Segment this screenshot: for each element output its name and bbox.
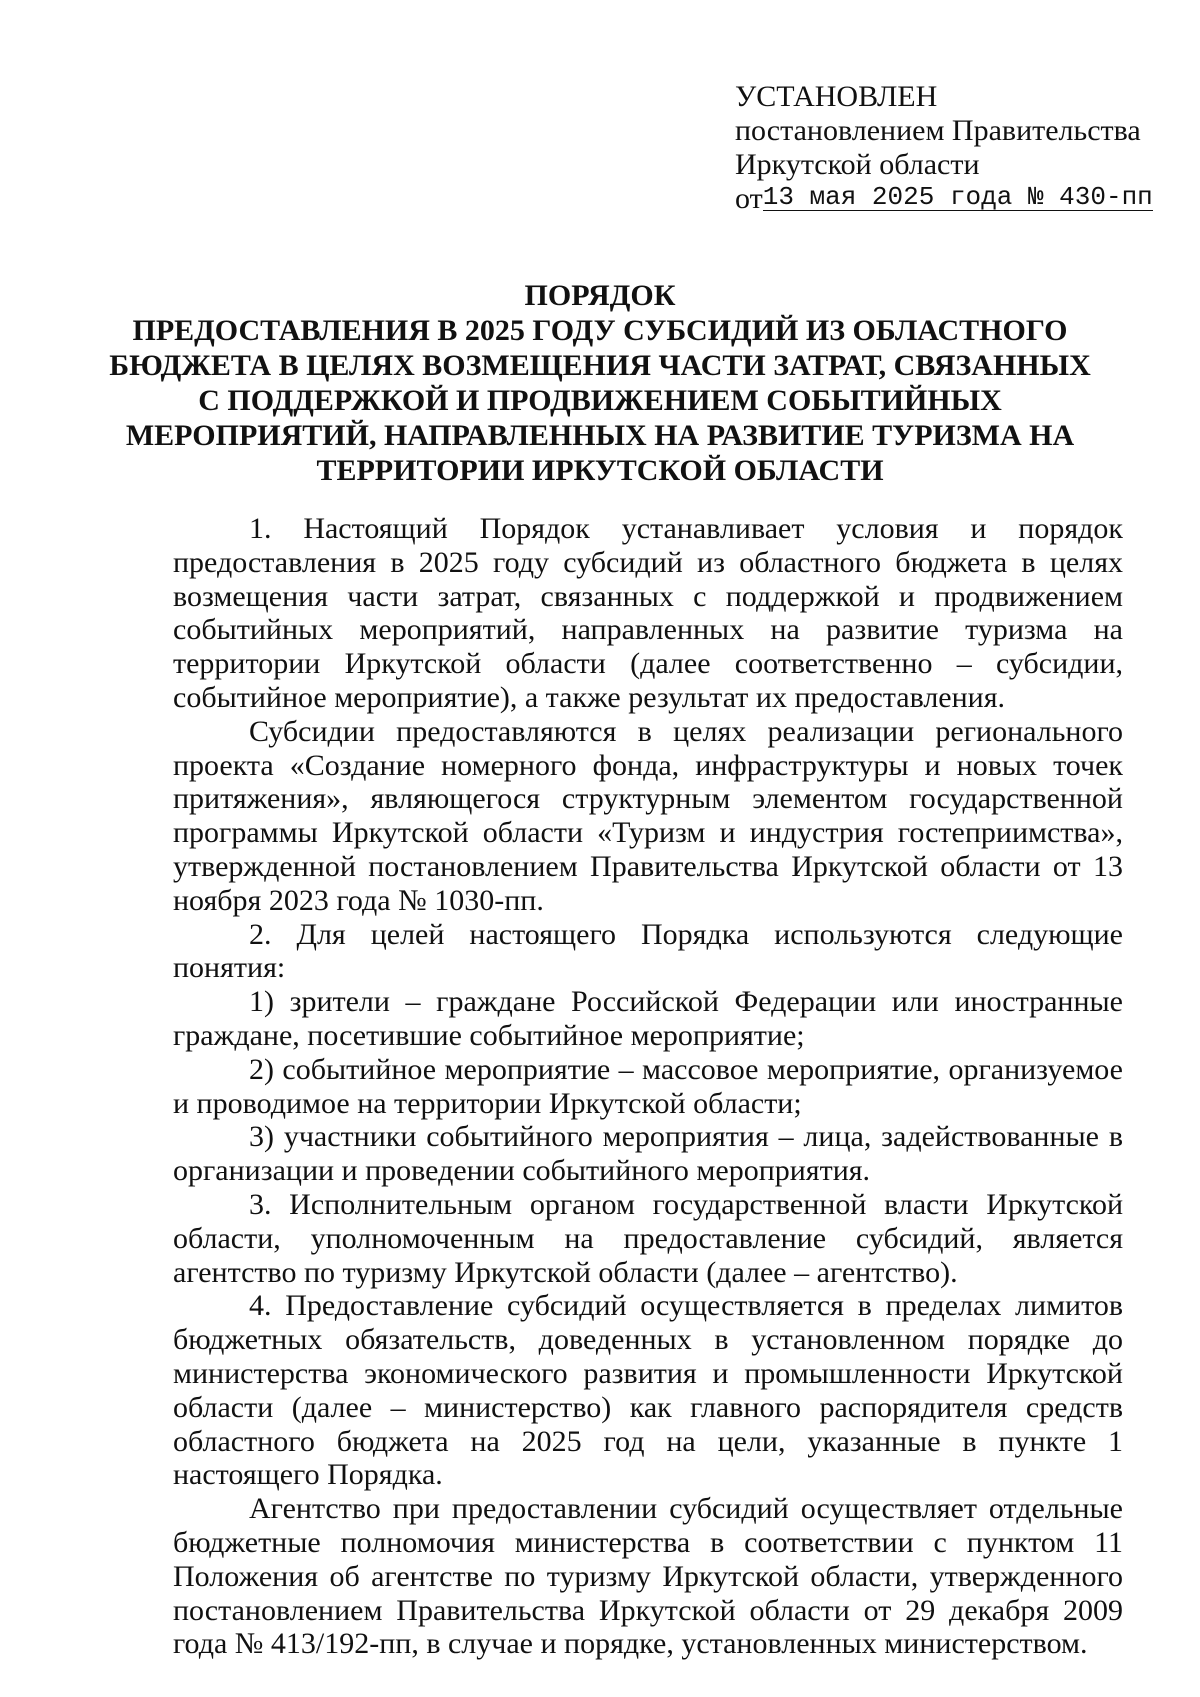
approval-date-value: 13 мая 2025 года № 430-пп xyxy=(762,182,1153,212)
paragraph-8: 4. Предоставление субсидий осуществляется в пределах лимитов бюджетных обязательств, доведенных в установленном порядке до министерства экономического развития и промышленности Иркутской области (далее – министерство) как главного распорядителя средств областного бюджета на 2025 год на цели, указанные в пункте 1 настоящего Порядка. xyxy=(173,1289,1123,1492)
title-line-5: МЕРОПРИЯТИЙ, НАПРАВЛЕННЫХ НА РАЗВИТИЕ ТУРИЗМА НА xyxy=(125,419,1075,452)
approval-date-prefix: от xyxy=(735,182,763,215)
title-line-2: ПРЕДОСТАВЛЕНИЯ В 2025 ГОДУ СУБСИДИЙ ИЗ ОБЛАСТНОГО xyxy=(132,314,1068,347)
paragraph-3: 2. Для целей настоящего Порядка используются следующие понятия: xyxy=(173,917,1123,985)
paragraph-2: Субсидии предоставляются в целях реализации регионального проекта «Создание номерного фонда, инфраструктуры и новых точек притяжения», являющегося структурным элементом государственной программы Иркутской области «Туризм и индустрия гостеприимства», утвержденной постановлением Правительства Иркутской области от 13 ноября 2023 года № 1030-пп. xyxy=(173,714,1123,917)
approval-stamp xyxy=(735,80,1153,216)
paragraph-1: 1. Настоящий Порядок устанавливает условия и порядок предоставления в 2025 году субсидий из областного бюджета в целях возмещения части затрат, связанных с поддержкой и продвижением событийных мероприятий, направленных на развитие туризма на территории Иркутской области (далее соответственно – субсидии, событийное мероприятие), а также результат их предоставления. xyxy=(173,512,1123,714)
approval-region: Иркутской области xyxy=(735,148,980,181)
paragraph-5: 2) событийное мероприятие – массовое мероприятие, организуемое и проводимое на территории Иркутской области; xyxy=(173,1052,1123,1120)
title-line-3: БЮДЖЕТА В ЦЕЛЯХ ВОЗМЕЩЕНИЯ ЧАСТИ ЗАТРАТ, СВЯЗАННЫХ xyxy=(109,349,1091,382)
paragraph-4: 1) зрители – граждане Российской Федерации или иностранные граждане, посетившие событийное мероприятие; xyxy=(173,985,1123,1052)
title-line-1: ПОРЯДОК xyxy=(524,279,676,312)
paragraph-7: 3. Исполнительным органом государственной власти Иркутской области, уполномоченным на предоставление субсидий, является агентство по туризму Иркутской области (далее – агентство). xyxy=(173,1187,1123,1289)
title-line-6: ТЕРРИТОРИИ ИРКУТСКОЙ ОБЛАСТИ xyxy=(316,454,884,487)
approval-heading: УСТАНОВЛЕН xyxy=(735,80,938,113)
title-line-4: С ПОДДЕРЖКОЙ И ПРОДВИЖЕНИЕМ СОБЫТИЙНЫХ xyxy=(198,384,1002,417)
paragraph-6: 3) участники событийного мероприятия – лица, задействованные в организации и проведении событийного мероприятия. xyxy=(173,1120,1123,1188)
approval-date-line xyxy=(735,182,1153,216)
paragraph-9: Агентство при предоставлении субсидий осуществляет отдельные бюджетные полномочия министерства в соответствии с пунктом 11 Положения об агентстве по туризму Иркутской области, утвержденного постановлением Правительства Иркутской области от 29 декабря 2009 года № 413/192-пп, в случае и порядке, установленных министерством. xyxy=(173,1492,1123,1661)
approval-issuer: постановлением Правительства xyxy=(735,114,1141,147)
document-title xyxy=(0,278,1200,488)
document-body xyxy=(173,512,1123,1661)
